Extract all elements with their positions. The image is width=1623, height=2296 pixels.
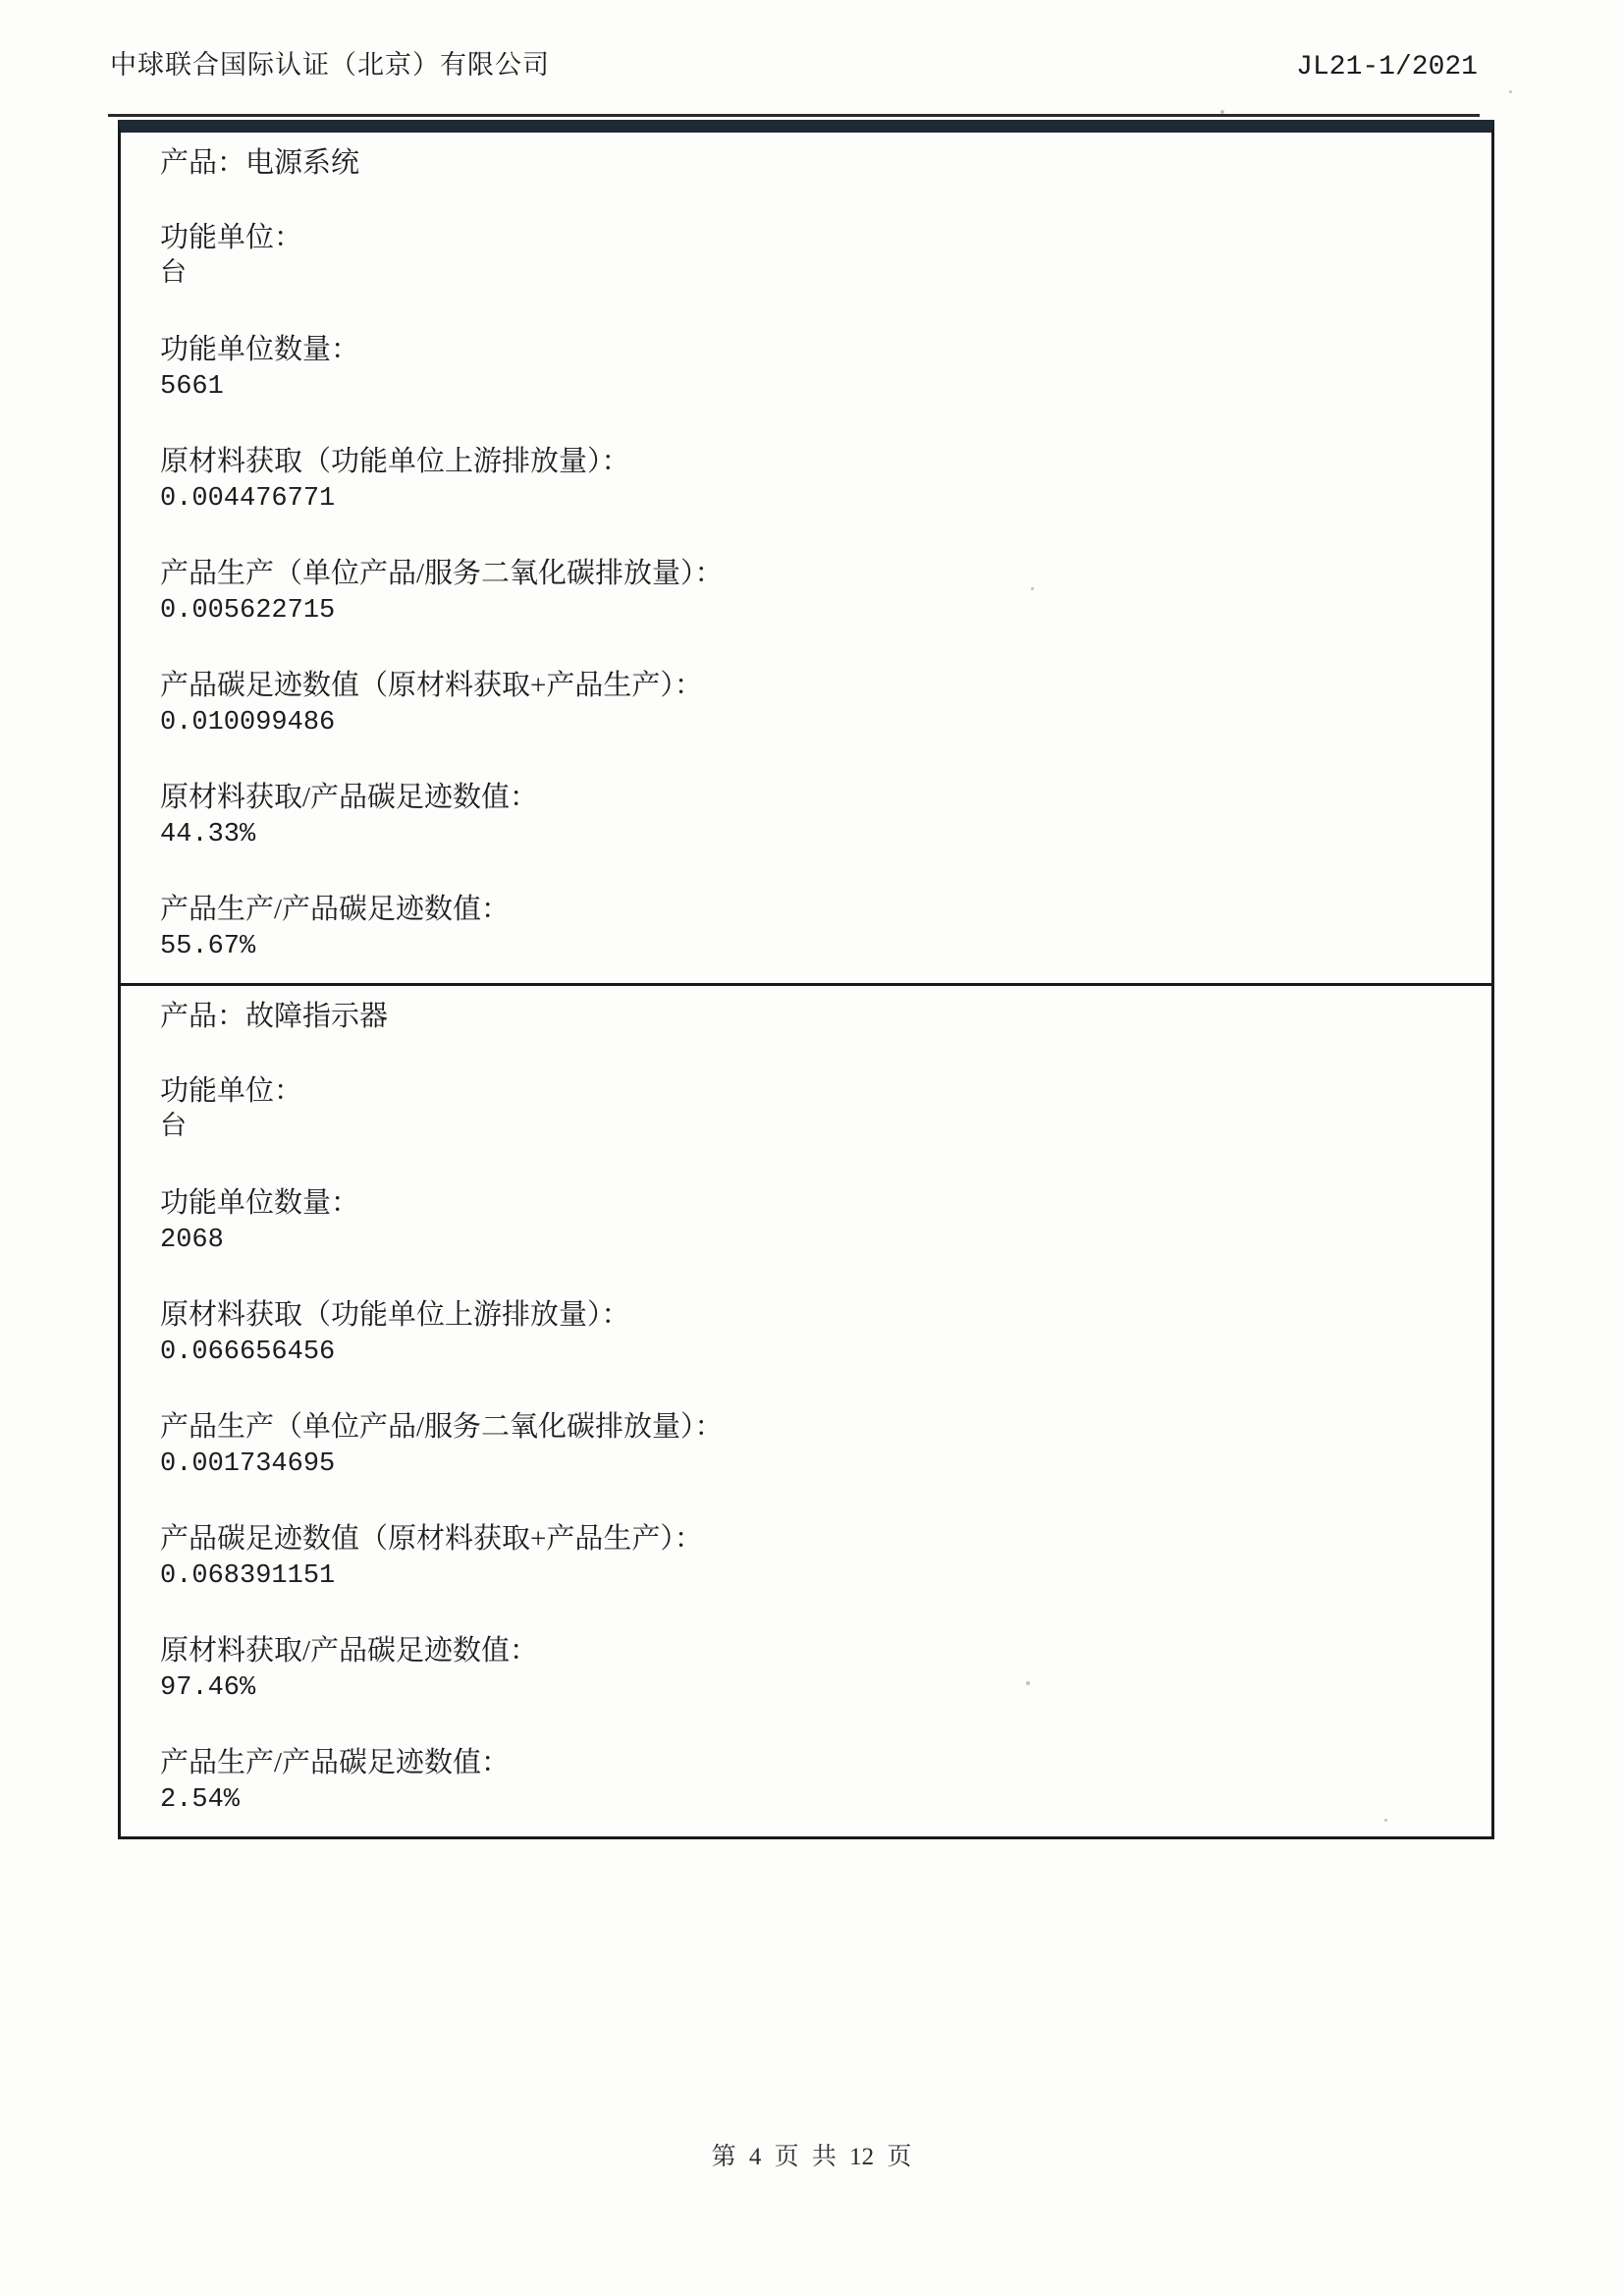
field-raw-material-ratio: [160, 779, 1454, 853]
field-product-production: [160, 1408, 1454, 1483]
field-carbon-footprint-value: [160, 1520, 1454, 1595]
field-value: 台: [160, 260, 187, 290]
field-functional-unit-qty: [160, 331, 1454, 406]
field-production-ratio: [160, 1744, 1454, 1819]
field-value: 2.54%: [160, 1785, 241, 1815]
field-functional-unit-qty: [160, 1184, 1454, 1259]
field-label: 产品生产/产品碳足迹数值：: [160, 894, 511, 925]
field-value: 97.46%: [160, 1673, 256, 1703]
field-carbon-footprint-value: [160, 667, 1454, 741]
field-value: 0.004476771: [160, 484, 336, 514]
field-label: 功能单位：: [160, 1075, 303, 1107]
field-production-ratio: [160, 891, 1454, 965]
scan-speck: [1220, 110, 1224, 114]
content-box: [118, 120, 1494, 1839]
field-value: 44.33%: [160, 820, 256, 849]
field-label: 产品生产/产品碳足迹数值：: [160, 1747, 511, 1778]
field-raw-material-acquisition: [160, 443, 1454, 518]
field-label: 原材料获取（功能单位上游排放量）：: [160, 1299, 630, 1331]
field-functional-unit: [160, 219, 1454, 294]
field-value: 55.67%: [160, 932, 256, 961]
product-title: 产品：故障指示器: [160, 1001, 389, 1032]
field-raw-material-acquisition: [160, 1296, 1454, 1371]
field-label: 功能单位数量：: [160, 334, 360, 365]
field-label: 产品生产（单位产品/服务二氧化碳排放量）：: [160, 1411, 724, 1443]
document-code: JL21-1/2021: [1296, 52, 1478, 82]
product-title: 产品：电源系统: [160, 147, 360, 179]
field-value: 0.066656456: [160, 1338, 336, 1367]
field-label: 产品生产（单位产品/服务二氧化碳排放量）：: [160, 558, 724, 589]
field-label: 功能单位：: [160, 222, 303, 253]
field-label: 功能单位数量：: [160, 1187, 360, 1219]
field-value: 0.005622715: [160, 596, 336, 626]
product-section-2: [121, 986, 1491, 1836]
field-label: 产品碳足迹数值（原材料获取+产品生产）：: [160, 670, 703, 701]
product-section-1: [121, 133, 1491, 983]
field-label: 原材料获取/产品碳足迹数值：: [160, 1635, 539, 1667]
field-value: 2068: [160, 1226, 224, 1255]
field-value: 0.001734695: [160, 1449, 336, 1479]
scan-speck: [1509, 90, 1512, 93]
field-label: 产品碳足迹数值（原材料获取+产品生产）：: [160, 1523, 703, 1555]
field-product-production: [160, 555, 1454, 629]
field-label: 原材料获取（功能单位上游排放量）：: [160, 446, 630, 477]
field-value: 台: [160, 1114, 187, 1143]
certifier-name: 中球联合国际认证（北京）有限公司: [110, 50, 550, 80]
field-value: 5661: [160, 372, 224, 402]
field-raw-material-ratio: [160, 1632, 1454, 1707]
scan-speck: [1031, 587, 1034, 590]
header-rule: [108, 114, 1480, 117]
page-number: 第 4 页 共 12 页: [711, 2144, 912, 2170]
field-value: 0.010099486: [160, 708, 336, 738]
field-functional-unit: [160, 1072, 1454, 1147]
scan-speck: [1026, 1681, 1030, 1685]
page-header: [110, 43, 1478, 82]
scan-speck: [1384, 1819, 1387, 1822]
field-value: 0.068391151: [160, 1561, 336, 1591]
field-label: 原材料获取/产品碳足迹数值：: [160, 782, 539, 813]
